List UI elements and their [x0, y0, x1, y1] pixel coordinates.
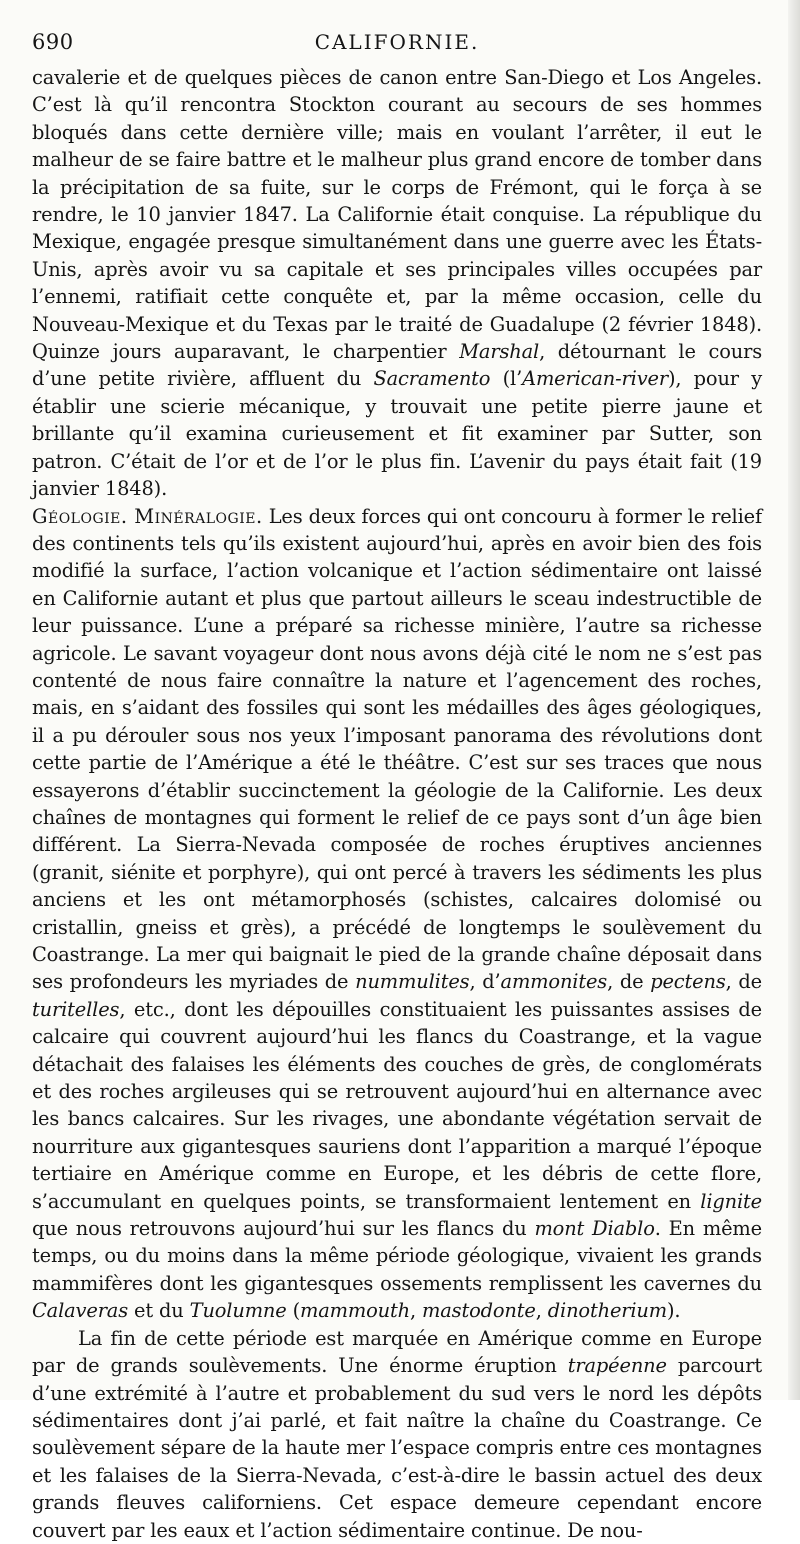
- text-run: que nous retrouvons aujourd’hui sur les flancs du: [32, 1217, 535, 1241]
- text-run: parcourt d’une extrémité à l’autre et probablement du sud vers le nord les dépôts sédimentaires dont j’ai parlé, et fait naître la chaîne du Coastrange. Ce soulèvement sépare de la haute mer l’espace compris entre ces montagnes et les falaises de la Sierra-Nevada, c’est-à-dire le bassin actuel des deux grands fleuves californiens. Cet espace demeure cependant encore couvert par les eaux et l’action sédimentaire continue. De nou-: [32, 1354, 762, 1542]
- italic-term: mont Diablo: [534, 1217, 655, 1241]
- italic-term: mastodonte: [422, 1299, 536, 1323]
- italic-term: lignite: [700, 1189, 762, 1213]
- text-run: (l’: [490, 367, 523, 391]
- italic-term: turitelles: [32, 997, 120, 1021]
- text-run: (: [286, 1299, 301, 1323]
- italic-term: trapéenne: [567, 1354, 667, 1378]
- italic-term: pectens: [650, 970, 726, 994]
- paragraph: [32, 64, 762, 503]
- running-title: CALIFORNIE.: [314, 30, 480, 54]
- running-head: [32, 30, 762, 64]
- text-run: ), pour y établir une scierie mécanique, y trouvait une petite pierre jaune et brillante qu’il examina curieusement et fit examiner par Sutter, son patron. C’était de l’or et de l’or le plus fin. L’avenir du pays était fait (19 janvier 1848).: [32, 367, 762, 501]
- text-run: cavalerie et de quelques pièces de canon entre San-Diego et Los Angeles. C’est là qu’il rencontra Stockton courant au secours de ses hommes bloqués dans cette dernière ville; mais en voulant l’arrêter, il eut le malheur de se faire battre et le malheur plus grand encore de tomber dans la précipitation de sa fuite, sur le corps de Frémont, qui le força à se rendre, le 10 janvier 1847. La Californie était conquise. La république du Mexique, engagée presque simultanément dans une guerre avec les États-Unis, après avoir vu sa capitale et ses principales villes occupées par l’ennemi, ratifiait cette conquête et, par la même occasion, celle du Nouveau-Mexique et du Texas par le traité de Guadalupe (2 février 1848). Quinze jours auparavant, le charpentier: [32, 66, 762, 364]
- text-run: ,: [410, 1299, 423, 1323]
- text-run: et du: [128, 1299, 190, 1323]
- text-run: ,: [535, 1299, 548, 1323]
- page-number: 690: [32, 30, 74, 54]
- text-run: , etc., dont les dépouilles constituaient les puissantes assises de calcaire qui couvrent aujourd’hui les flancs du Coastrange, et la vague détachait des falaises les éléments des couches de grès, de conglomérats et des roches argileuses qui se retrouvent aujourd’hui en alternance avec les bancs calcaires. Sur les rivages, une abondante végétation servait de nourriture aux gigantesques sauriens dont l’apparition a marqué l’époque tertiaire en Amérique comme en Europe, et les débris de cette flore, s’accumulant en quelques points, se transformaient lentement en: [32, 997, 762, 1213]
- text-run: , de: [725, 970, 762, 994]
- text-run: , détournant le cours d’une petite rivière, affluent du: [32, 340, 762, 391]
- text-body: [32, 64, 762, 1544]
- italic-term: Marshal: [459, 340, 540, 364]
- italic-term: Tuolumne: [189, 1299, 287, 1323]
- text-run: Les deux forces qui ont concouru à former le relief des continents tels qu’ils existent aujourd’hui, après en avoir bien des fois modifié la surface, l’action volcanique et l’action sédimentaire ont laissé en Californie autant et plus que partout ailleurs le sceau indestructible de leur puissance. L’une a préparé sa richesse minière, l’autre sa richesse agricole. Le savant voyageur dont nous avons déjà cité le nom ne s’est pas contenté de nous faire connaître la nature et l’agencement des roches, mais, en s’aidant des fossiles qui sont les médailles des âges géologiques, il a pu dérouler sous nos yeux l’imposant panorama des révolutions dont cette partie de l’Amérique a été le théâtre. C’est sur ses traces que nous essayerons d’établir succinctement la géologie de la Californie. Les deux chaînes de montagnes qui forment le relief de ce pays sont d’un âge bien différent. La Sierra-Nevada composée de roches éruptives anciennes (granit, siénite et porphyre), qui ont percé à travers les sédiments les plus anciens et les ont métamorphosés (schistes, calcaires dolomisé ou cristallin, gneiss et grès), a précédé de longtemps le soulèvement du Coastrange. La mer qui baignait le pied de la grande chaîne déposait dans ses profondeurs les myriades de: [32, 504, 762, 994]
- text-run: La fin de cette période est marquée en Amérique comme en Europe par de grands soulèvements. Une énorme éruption: [32, 1326, 762, 1378]
- italic-term: Sacramento: [373, 367, 491, 391]
- text-run: , d’: [469, 970, 501, 994]
- text-run: ).: [667, 1299, 681, 1323]
- text-run: , de: [607, 970, 651, 994]
- paragraph: [32, 503, 762, 1325]
- italic-term: nummulites: [355, 970, 470, 994]
- italic-term: ammonites: [500, 970, 608, 994]
- section-heading: Géologie. Minéralogie.: [32, 504, 263, 528]
- paragraph: [32, 1325, 762, 1544]
- italic-term: dinotherium: [547, 1299, 668, 1323]
- italic-term: American-river: [522, 367, 668, 391]
- italic-term: Calaveras: [32, 1299, 129, 1323]
- text-run: . En même temps, ou du moins dans la même période géologique, vivaient les grands mammifères dont les gigantesques ossements remplissent les cavernes du: [32, 1217, 762, 1295]
- italic-term: mammouth: [300, 1299, 410, 1323]
